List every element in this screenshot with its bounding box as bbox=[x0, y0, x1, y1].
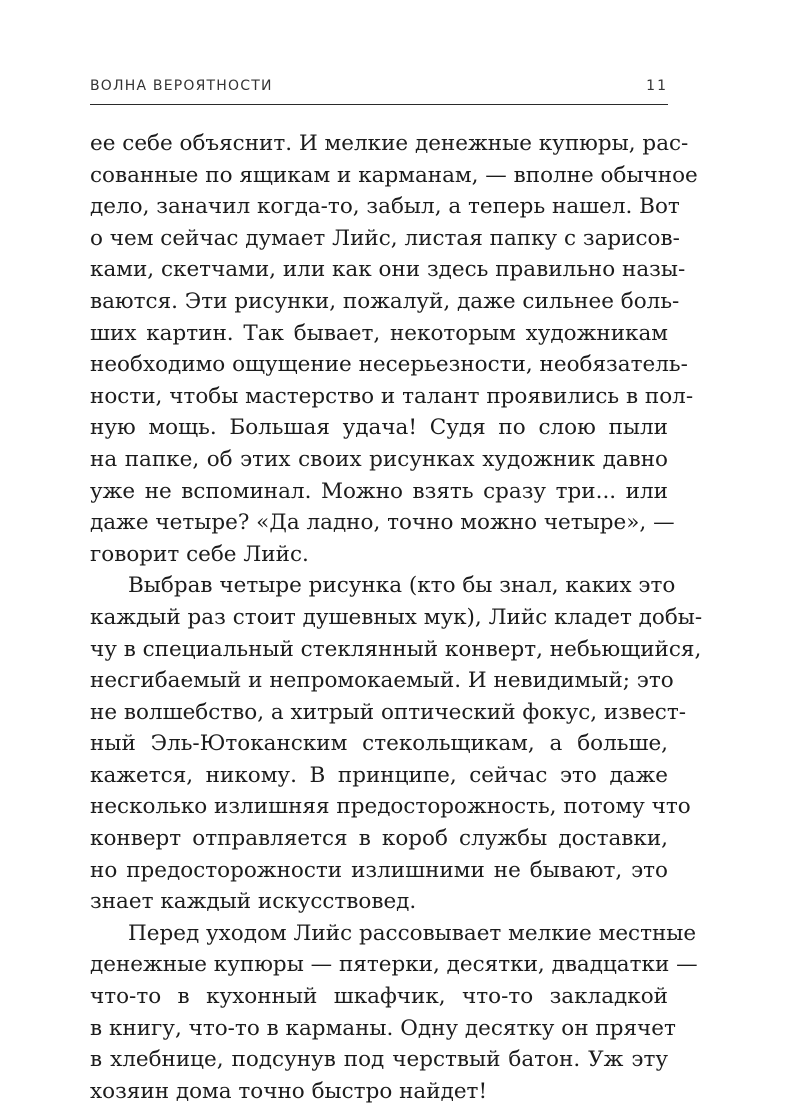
text-line: Перед уходом Лийс рассовывает мелкие местные bbox=[128, 920, 697, 946]
running-head bbox=[90, 78, 668, 98]
text-line: что-то в кухонный шкафчик, что-то закладкой bbox=[90, 984, 668, 1010]
header-rule bbox=[90, 104, 668, 105]
text-line: необходимо ощущение несерьезности, необязатель- bbox=[90, 352, 688, 378]
text-line: хозяин дома точно быстро найдет! bbox=[90, 1078, 488, 1104]
text-line: несгибаемый и непромокаемый. И невидимый; это bbox=[90, 668, 674, 694]
text-line: Выбрав четыре рисунка (кто бы знал, каких это bbox=[128, 573, 676, 599]
text-line: ный Эль-Ютоканским стекольщикам, а больше, bbox=[90, 731, 668, 757]
text-line: не волшебство, а хитрый оптический фокус, извест- bbox=[90, 699, 687, 725]
text-line: ваются. Эти рисунки, пожалуй, даже сильнее боль- bbox=[90, 288, 680, 314]
text-line: конверт отправляется в короб службы доставки, bbox=[90, 826, 668, 852]
text-line: ками, скетчами, или как они здесь правильно назы- bbox=[90, 257, 686, 283]
text-line: чу в специальный стеклянный конверт, небьющийся, bbox=[90, 636, 702, 662]
text-line: кажется, никому. В принципе, сейчас это даже bbox=[90, 762, 668, 788]
paragraph bbox=[90, 918, 698, 1107]
text-line: сованные по ящикам и карманам, — вполне обычное bbox=[90, 162, 698, 188]
text-line: ее себе объяснит. И мелкие денежные купюры, рас- bbox=[90, 131, 689, 156]
text-line: знает каждый искусствовед. bbox=[90, 889, 417, 915]
text-line: но предосторожности излишними не бывают, это bbox=[90, 857, 668, 883]
text-line: на папке, об этих своих рисунках художник давно bbox=[90, 446, 668, 472]
text-line: несколько излишняя предосторожность, потому что bbox=[90, 794, 691, 820]
text-line: даже четыре? «Да ладно, точно можно четыре», — bbox=[90, 510, 675, 536]
text-line: в хлебнице, подсунув под черствый батон. Уж эту bbox=[90, 1047, 668, 1073]
text-line: денежные купюры — пятерки, десятки, двадцатки — bbox=[90, 952, 698, 978]
page-number: 11 bbox=[646, 78, 668, 94]
text-line: уже не вспоминал. Можно взять сразу три... или bbox=[90, 478, 668, 504]
text-line: ную мощь. Большая удача! Судя по слою пыли bbox=[90, 415, 668, 441]
text-line: дело, заначил когда-то, забыл, а теперь нашел. Вот bbox=[90, 194, 680, 220]
paragraph bbox=[90, 570, 703, 918]
text-line: ности, чтобы мастерство и талант проявились в пол- bbox=[90, 383, 694, 409]
body-text bbox=[90, 128, 703, 1107]
paragraph bbox=[90, 128, 698, 570]
text-line: в книгу, что-то в карманы. Одну десятку он прячет bbox=[90, 1015, 676, 1041]
running-title: ВОЛНА ВЕРОЯТНОСТИ bbox=[90, 78, 273, 94]
text-line: ших картин. Так бывает, некоторым художникам bbox=[90, 320, 668, 346]
text-line: каждый раз стоит душевных мук), Лийс кладет добы- bbox=[90, 604, 703, 630]
text-line: говорит себе Лийс. bbox=[90, 541, 309, 567]
text-line: о чем сейчас думает Лийс, листая папку с зарисов- bbox=[90, 225, 680, 251]
